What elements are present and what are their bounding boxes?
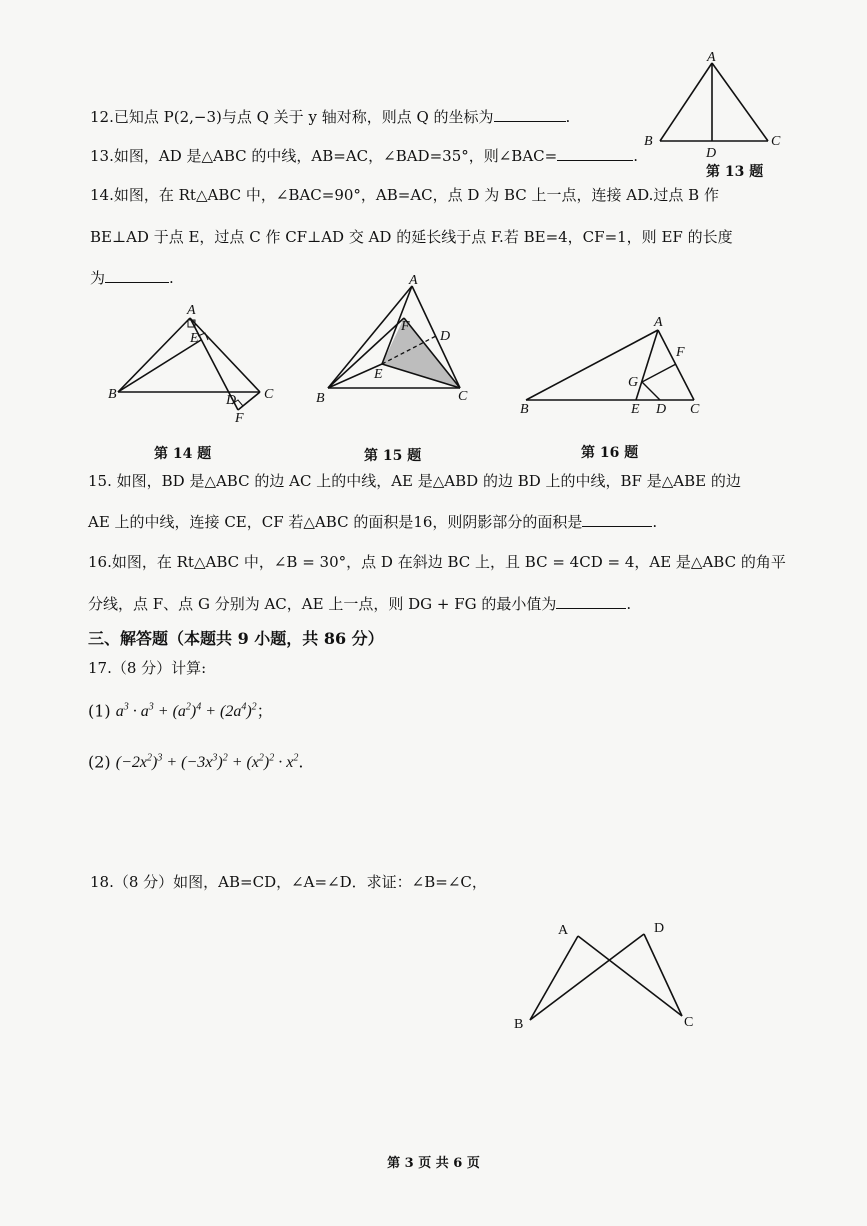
figure-16 xyxy=(516,312,716,424)
fig15-label-f: F xyxy=(401,319,410,334)
question-16-text: 分线，点 F、点 G 分别为 AC，AE 上一点，则 DG + FG 的最小值为 xyxy=(88,595,557,613)
answer-blank[interactable] xyxy=(557,146,633,161)
fig16-label-b: B xyxy=(520,402,529,417)
fig18-label-b: B xyxy=(514,1017,524,1032)
fig13-label-a: A xyxy=(707,50,716,65)
answer-blank[interactable] xyxy=(556,594,626,609)
question-14-text: 为 xyxy=(90,269,106,287)
part-label: (1) xyxy=(88,701,111,721)
fig16-label-d: D xyxy=(656,402,667,417)
question-14-line-1: 14.如图，在 Rt△ABC 中，∠BAC=90°，AB=AC，点 D 为 BC 上一点，连接 AD.过点 B 作 xyxy=(90,186,719,204)
fig14-label-e: E xyxy=(190,331,199,346)
expression-2: $(-2x^2)^3 + (-3x^3)^2 + (x^2)^2 \cdot x^2$ xyxy=(115,753,299,772)
fig15-label-b: B xyxy=(316,391,325,406)
question-12-text: 12.已知点 P(2,−3)与点 Q 关于 y 轴对称，则点 Q 的坐标为 xyxy=(90,108,494,126)
question-15-line-1: 15. 如图，BD 是△ABC 的边 AC 上的中线，AE 是△ABD 的边 BD 上的中线，BF 是△ABE 的边 xyxy=(88,472,741,490)
question-14-line-2: BE⊥AD 于点 E，过点 C 作 CF⊥AD 交 AD 的延长线于点 F.若 BE=4，CF=1，则 EF 的长度 xyxy=(90,228,733,246)
question-13 xyxy=(90,146,638,166)
period: . xyxy=(652,513,658,531)
figure-15 xyxy=(312,273,482,411)
question-15-line-2 xyxy=(88,512,657,532)
fig15-label-a: A xyxy=(409,273,418,288)
question-17-heading: 17.（8 分）计算: xyxy=(88,659,207,677)
caption-fig13: 第 13 题 xyxy=(706,164,764,180)
fig14-label-f: F xyxy=(235,411,244,426)
figure-18 xyxy=(510,916,710,1036)
fig14-label-d: D xyxy=(226,393,237,408)
figure-14 xyxy=(108,300,288,430)
question-13-text: 13.如图，AD 是△ABC 的中线，AB=AC，∠BAD=35°，则∠BAC= xyxy=(90,147,558,165)
question-17-part-1 xyxy=(88,698,273,722)
part-label: (2) xyxy=(88,752,111,772)
period: . xyxy=(565,108,571,126)
question-17-part-2 xyxy=(88,749,303,773)
answer-blank[interactable] xyxy=(582,512,652,527)
answer-blank[interactable] xyxy=(494,107,566,122)
question-16-line-2 xyxy=(88,594,631,614)
period: . xyxy=(298,752,304,772)
fig16-label-c: C xyxy=(690,402,700,417)
section-heading: 三、解答题（本题共 9 小题，共 86 分） xyxy=(88,629,384,648)
fig13-label-c: C xyxy=(771,134,781,149)
caption-fig15: 第 15 题 xyxy=(364,448,422,464)
fig15-label-d: D xyxy=(440,329,451,344)
fig16-label-a: A xyxy=(654,315,663,330)
fig18-label-a: A xyxy=(558,923,569,938)
fig14-label-c: C xyxy=(264,387,274,402)
figure-13 xyxy=(640,50,790,165)
question-12 xyxy=(90,107,570,127)
period: . xyxy=(169,269,174,287)
question-15-text: AE 上的中线，连接 CE，CF 若△ABC 的面积是16，则阴影部分的面积是 xyxy=(88,513,583,531)
fig18-label-d: D xyxy=(654,921,665,936)
period: . xyxy=(626,595,632,613)
question-16-line-1: 16.如图，在 Rt△ABC 中，∠B = 30°，点 D 在斜边 BC 上，且 BC = 4CD = 4，AE 是△ABC 的角平 xyxy=(88,553,786,571)
caption-fig16: 第 16 题 xyxy=(581,445,639,461)
fig13-label-d: D xyxy=(706,146,717,161)
fig16-label-f: F xyxy=(676,345,685,360)
fig13-label-b: B xyxy=(644,134,653,149)
question-18: 18.（8 分）如图，AB=CD，∠A=∠D．求证：∠B=∠C， xyxy=(90,873,487,891)
period: . xyxy=(633,147,638,165)
page-footer: 第 3 页 共 6 页 xyxy=(387,1156,480,1171)
semicolon: ； xyxy=(256,701,273,721)
fig14-label-a: A xyxy=(187,303,196,318)
fig15-label-c: C xyxy=(458,389,468,404)
caption-fig14: 第 14 题 xyxy=(154,446,212,462)
question-14-line-3 xyxy=(90,268,174,288)
answer-blank[interactable] xyxy=(105,268,169,283)
fig16-label-e: E xyxy=(631,402,640,417)
fig16-label-g: G xyxy=(628,375,639,390)
fig14-label-b: B xyxy=(108,387,117,402)
expression-1: $a^3 \cdot a^3 + (a^2)^4 + (2a^4)^2$ xyxy=(115,702,257,721)
fig18-label-c: C xyxy=(684,1015,694,1030)
fig15-label-e: E xyxy=(374,367,383,382)
